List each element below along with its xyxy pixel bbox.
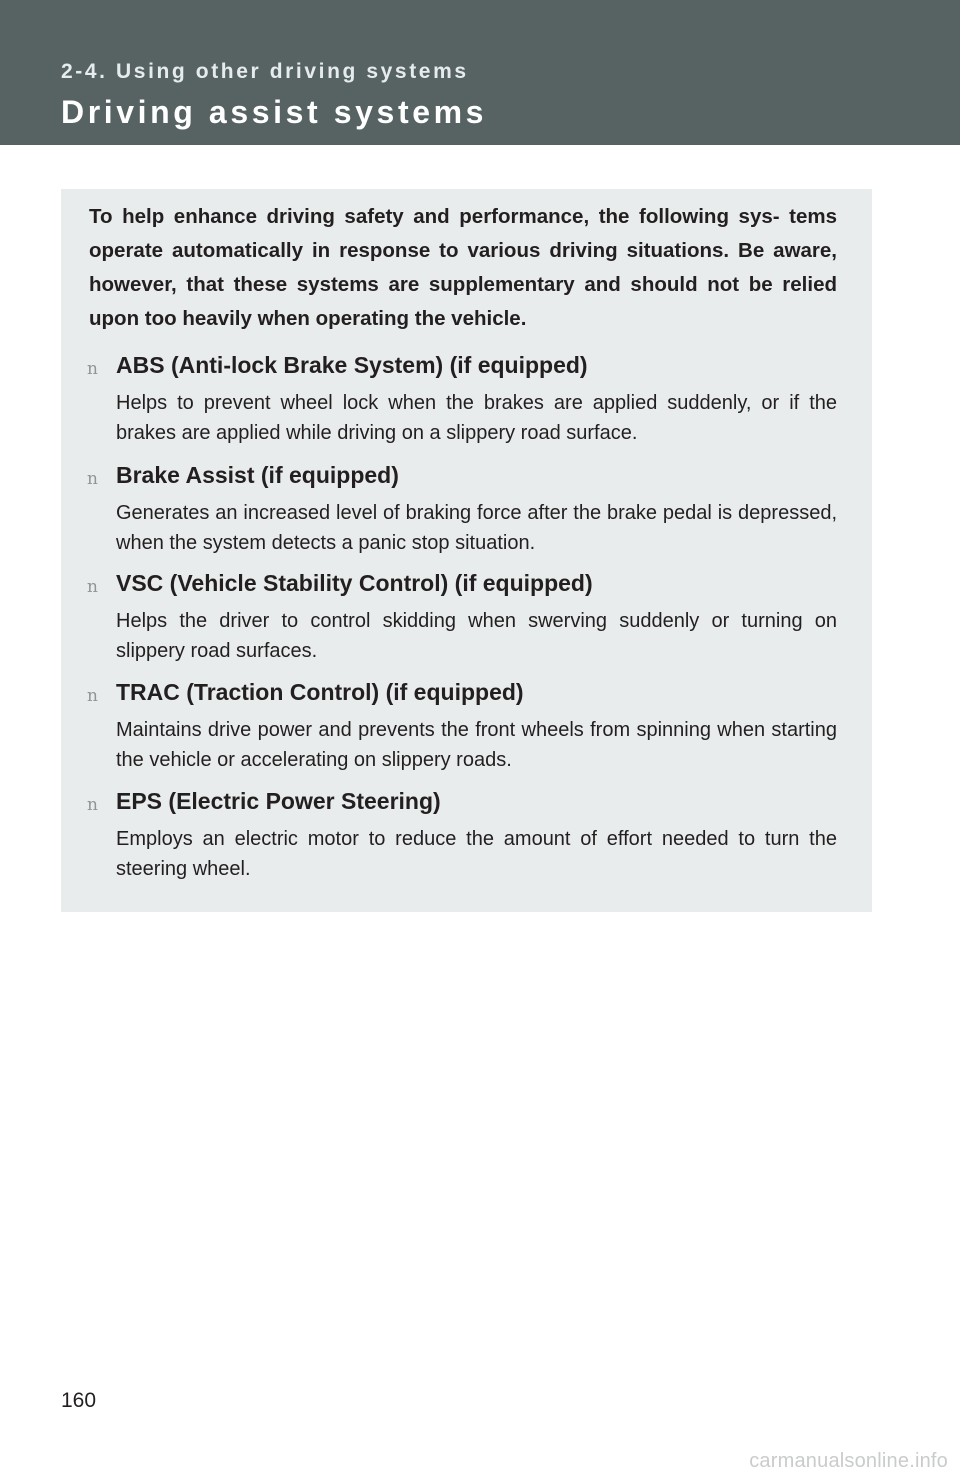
bullet-icon: n (87, 686, 98, 706)
system-title: Brake Assist (if equipped) (116, 462, 399, 488)
system-title: ABS (Anti-lock Brake System) (if equipped) (116, 352, 588, 378)
bullet-icon: n (87, 469, 98, 489)
system-description: Helps the driver to control skidding when swerving suddenly or turning on slippery road surfaces. (116, 610, 837, 662)
system-description: Generates an increased level of braking force after the brake pedal is depressed, when the system detects a panic stop situation. (116, 502, 837, 554)
intro-paragraph: To help enhance driving safety and performance, the following sys- tems operate automatically in response to various driving situations. Be aware, however, that these systems are supplementary and should not be relied upon too heavily when operating the vehicle. (89, 205, 837, 330)
system-title: EPS (Electric Power Steering) (116, 788, 441, 814)
system-description: Employs an electric motor to reduce the amount of effort needed to turn the steering wheel. (116, 828, 837, 880)
system-title: TRAC (Traction Control) (if equipped) (116, 679, 524, 705)
system-description: Helps to prevent wheel lock when the brakes are applied suddenly, or if the brakes are applied while driving on a slippery road surface. (116, 392, 837, 444)
system-title: VSC (Vehicle Stability Control) (if equipped) (116, 570, 593, 596)
page-title: Driving assist systems (61, 94, 488, 130)
info-box (61, 189, 872, 912)
bullet-icon: n (87, 795, 98, 815)
watermark: carmanualsonline.info (749, 1450, 948, 1472)
bullet-icon: n (87, 577, 98, 597)
page-number: 160 (61, 1389, 97, 1412)
header-band (0, 0, 960, 145)
section-label: 2-4. Using other driving systems (61, 60, 469, 83)
system-description: Maintains drive power and prevents the front wheels from spinning when starting the vehicle or accelerating on slippery roads. (116, 719, 837, 771)
bullet-icon: n (87, 359, 98, 379)
